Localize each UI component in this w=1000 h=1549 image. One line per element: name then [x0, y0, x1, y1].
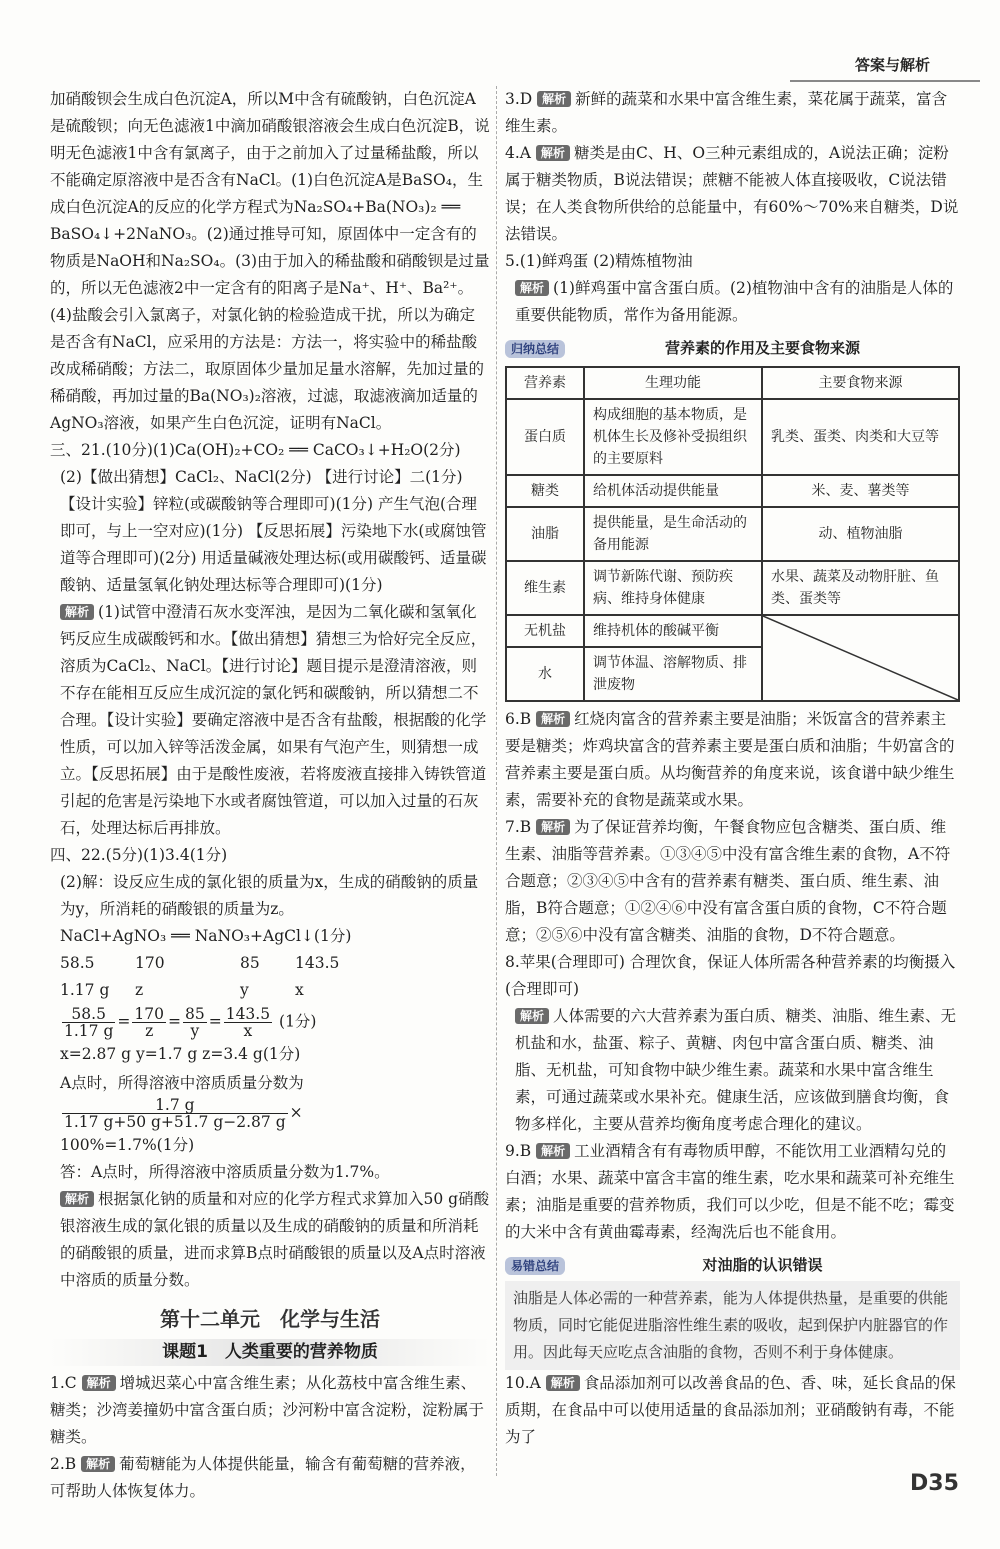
q21-answer-line3: 【设计实验】锌粒(或碳酸钠等合理即可)(1分) 产生气泡(合理即可，与上一空对应)(1分) 【反思拓展】污染地下水(或腐蚀管道等合理即可)(2分) 用适量碱液处理达标(或用碳酸钙、适量碳酸钠、适量氢氧化钠处理达标等合理即可)(1分) [60, 495, 487, 594]
q8-analysis: 解析 人体需要的六大营养素为蛋白质、糖类、油脂、维生素、无机盐和水，盐蛋、粽子、黄糖、肉包中富含蛋白质、糖类、油脂、无机盐，可知食物中缺少维生素。蔬菜和水果中富含维生素，可通过蔬菜或水果补充。健康生活，应该做到膳食均衡，食物多样化，主要从营养均衡角度考虑合理化的建议。 [515, 1007, 957, 1133]
analysis-tag: 解析 [81, 1456, 115, 1472]
left-column [50, 86, 490, 1505]
q7-answer: 7.B 解析 为了保证营养均衡，午餐食物应包含糖类、蛋白质、维生素、油脂等营养素。①③④⑤中没有富含维生素的食物，A不符合题意；②③④⑤中含有的营养素有糖类、蛋白质、维生素、油脂，B符合题意；①②④⑥中没有富含蛋白质的食物，C不符合题意；②⑤⑥中没有富含糖类、油脂的食物，D不符合题意。 [505, 818, 951, 944]
page-number: D35 [910, 1471, 959, 1496]
summary-heading [505, 335, 960, 362]
table-header: 营养素 [506, 367, 584, 399]
table-row: 水 调节体温、溶解物质、排泄废物 [506, 647, 959, 701]
analysis-tag: 解析 [82, 1375, 116, 1391]
analysis-tag: 解析 [515, 1008, 549, 1024]
misconception-heading [505, 1252, 960, 1279]
paragraph-continued: 加硝酸钡会生成白色沉淀A，所以M中含有硫酸钠，白色沉淀A是硫酸钡；向无色滤液1中滴加硝酸银溶液会生成白色沉淀B，说明无色滤液1中含有氯离子，由于之前加入了过量稀盐酸，所以不能确定原溶液中是否含有NaCl。(1)白色沉淀A是BaSO₄，生成白色沉淀A的反应的化学方程式为Na₂SO₄+Ba(NO₃)₂ ══ BaSO₄↓+2NaNO₃。(2)通过推导可知，原固体中一定含有的物质是NaOH和Na₂SO₄。(3)由于加入的稀盐酸和硝酸钡是过量的，所以无色滤液2中一定含有的阳离子是Na⁺、H⁺、Ba²⁺。(4)盐酸会引入氯离子，对氯化钠的检验造成干扰，所以为确定是否含有NaCl，应采用的方法是：方法一，将实验中的稀盐酸改成稀硝酸；方法二，取原固体少量加足量水溶解，先加过量的稀硝酸，再加过量的Ba(NO₃)₂溶液，过滤，取滤液滴加适量的AgNO₃溶液，如果产生白色沉淀，证明有NaCl。 [50, 90, 490, 432]
column-divider [496, 86, 497, 1476]
q22-answer: 答：A点时，所得溶液中溶质质量分数为1.7%。 [60, 1163, 390, 1181]
analysis-tag: 解析 [536, 1143, 570, 1159]
q5-answer: 5.(1)鲜鸡蛋 (2)精炼植物油 [505, 252, 693, 270]
table-title: 营养素的作用及主要食物来源 [665, 339, 861, 357]
q3-answer: 3.D 解析 新鲜的蔬菜和水果中富含维生素，菜花属于蔬菜，富含维生素。 [505, 90, 948, 135]
table-header-row [506, 367, 959, 399]
analysis-tag: 解析 [60, 1191, 94, 1207]
q22-proportion: $\frac{58.5}{1.17 g}$ = $\frac{170}{z}$ = $\frac{85}{y}$ = $\frac{143.5}{x}$ (1分) [64, 1005, 317, 1040]
header-tag: 答案与解析 [854, 56, 930, 74]
q10-answer: 10.A 解析 食品添加剂可以改善食品的色、香、味，延长食品的保质期，在食品中可以使用适量的食品添加剂；亚硝酸钠有毒，不能为了 [505, 1374, 956, 1446]
analysis-tag: 解析 [60, 604, 94, 620]
q22-fraction-line: A点时，所得溶液中溶质质量分数为 $\frac{1.7 g}{1.17 g+50 g+51.7 g-2.87 g}$ × [60, 1074, 304, 1131]
table-row: 蛋白质 构成细胞的基本物质，是机体生长及修补受损组织的主要原料 乳类、蛋类、肉类和大豆等 [506, 399, 959, 475]
header-rule [790, 80, 980, 82]
q22-analysis: 解析 根据氯化钠的质量和对应的化学方程式求算加入50 g硝酸银溶液生成的氯化银的质量以及生成的硝酸钠的质量和所消耗的硝酸银的质量，进而求算B点时硝酸银的质量以及A点时溶液中溶质的质量分数。 [60, 1190, 490, 1289]
right-column [505, 86, 960, 1451]
q22-mass-row1: 58.5 170 85 143.5 [60, 954, 340, 972]
q4-answer: 4.A 解析 糖类是由C、H、O三种元素组成的，A说法正确；淀粉属于糖类物质，B说法错误；蔗糖不能被人体直接吸收，C说法错误；在人类食物所供给的总能量中，有60%～70%来自糖类，D说法错误。 [505, 144, 959, 243]
page-header [780, 52, 970, 82]
analysis-tag: 解析 [536, 145, 570, 161]
lesson-title: 课题1 人类重要的营养物质 [50, 1339, 490, 1366]
q22-percent: 100%=1.7%(1分) [60, 1136, 195, 1154]
q2-answer: 2.B 解析 葡萄糖能为人体提供能量，输含有葡萄糖的营养液，可帮助人体恢复体力。 [50, 1455, 476, 1500]
analysis-tag: 解析 [536, 711, 570, 727]
nutrient-table [505, 366, 960, 702]
analysis-tag: 解析 [515, 280, 549, 296]
q22-setup: (2)解：设反应生成的氯化银的质量为x，生成的硝酸钠的质量为y，所消耗的硝酸银的质量为z。 [60, 873, 479, 918]
q22-results: x=2.87 g y=1.7 g z=3.4 g(1分) [60, 1045, 301, 1063]
empty-diagonal-cell [762, 615, 959, 701]
q22-mass-row2: 1.17 g z y x [60, 981, 304, 999]
table-row: 糖类 给机体活动提供能量 米、麦、薯类等 [506, 475, 959, 507]
q8-answer: 8.苹果(合理即可) 合理饮食，保证人体所需各种营养素的均衡摄入(合理即可) [505, 953, 956, 998]
summary-tag: 归纳总结 [505, 340, 565, 358]
table-header: 主要食物来源 [762, 367, 959, 399]
q5-analysis: 解析 (1)鲜鸡蛋中富含蛋白质。(2)植物油中含有的油脂是人体的重要供能物质，常作为备用能源。 [515, 279, 954, 324]
analysis-tag: 解析 [536, 819, 570, 835]
analysis-tag: 解析 [537, 91, 571, 107]
q21-analysis: 解析 (1)试管中澄清石灰水变浑浊，是因为二氧化碳和氢氧化钙反应生成碳酸钙和水。【做出猜想】猜想三为恰好完全反应，溶质为CaCl₂、NaCl。【进行讨论】题目提示是澄清溶液，则不存在能相互反应生成沉淀的氯化钙和碳酸钠，所以猜想二不合理。【设计实验】要确定溶液中是否含有盐酸，根据酸的化学性质，可以加入锌等活泼金属，如果有气泡产生，则猜想一成立。【反思拓展】由于是酸性废液，若将废液直接排入铸铁管道引起的危害是污染地下水或者腐蚀管道，可以加入过量的石灰石，处理达标后再排放。 [60, 603, 487, 837]
q6-answer: 6.B 解析 红烧肉富含的营养素主要是油脂；米饭富含的营养素主要是糖类；炸鸡块富含的营养素主要是蛋白质和油脂；牛奶富含的营养素主要是蛋白质。从均衡营养的角度来说，该食谱中缺少维生素，需要补充的食物是蔬菜或水果。 [505, 710, 955, 809]
table-header: 生理功能 [584, 367, 762, 399]
q1-answer: 1.C 解析 增城迟菜心中富含维生素；从化荔枝中富含维生素、糖类；沙湾姜撞奶中富含蛋白质；沙河粉中富含淀粉，淀粉属于糖类。 [50, 1374, 485, 1446]
unit-title: 第十二单元 化学与生活 [160, 1307, 380, 1331]
misconception-tag: 易错总结 [505, 1257, 565, 1275]
misconception-title: 对油脂的认识错误 [702, 1256, 823, 1274]
q9-answer: 9.B 解析 工业酒精含有有毒物质甲醇，不能饮用工业酒精勾兑的白酒；水果、蔬菜中富含丰富的维生素，吃水果和蔬菜可补充维生素；油脂是重要的营养物质，我们可以少吃，但是不能不吃；霉变的大米中含有黄曲霉毒素，经淘洗后也不能食用。 [505, 1142, 955, 1241]
q22-answer-line1: 四、22.(5分)(1)3.4(1分) [50, 846, 228, 864]
table-row: 油脂 提供能量，是生命活动的备用能源 动、植物油脂 [506, 507, 959, 561]
q22-equation: NaCl+AgNO₃ ══ NaNO₃+AgCl↓(1分) [60, 927, 352, 945]
table-row: 维生素 调节新陈代谢、预防疾病、维持身体健康 水果、蔬菜及动物肝脏、鱼类、蛋类等 [506, 561, 959, 615]
misconception-box: 油脂是人体必需的一种营养素，能为人体提供热量，是重要的供能物质，同时它能促进脂溶性维生素的吸收，起到保护内脏器官的作用。因此每天应吃点含油脂的食物，否则不利于身体健康。 [505, 1281, 960, 1370]
q21-answer-line2: (2)【做出猜想】CaCl₂、NaCl(2分) 【进行讨论】二(1分) [60, 468, 463, 486]
diagonal-line [763, 616, 958, 700]
q21-answer-line1: 三、21.(10分)(1)Ca(OH)₂+CO₂ ══ CaCO₃↓+H₂O(2分) [50, 441, 461, 459]
table-row: 无机盐 维持机体的酸碱平衡 [506, 615, 959, 647]
analysis-tag: 解析 [546, 1375, 580, 1391]
